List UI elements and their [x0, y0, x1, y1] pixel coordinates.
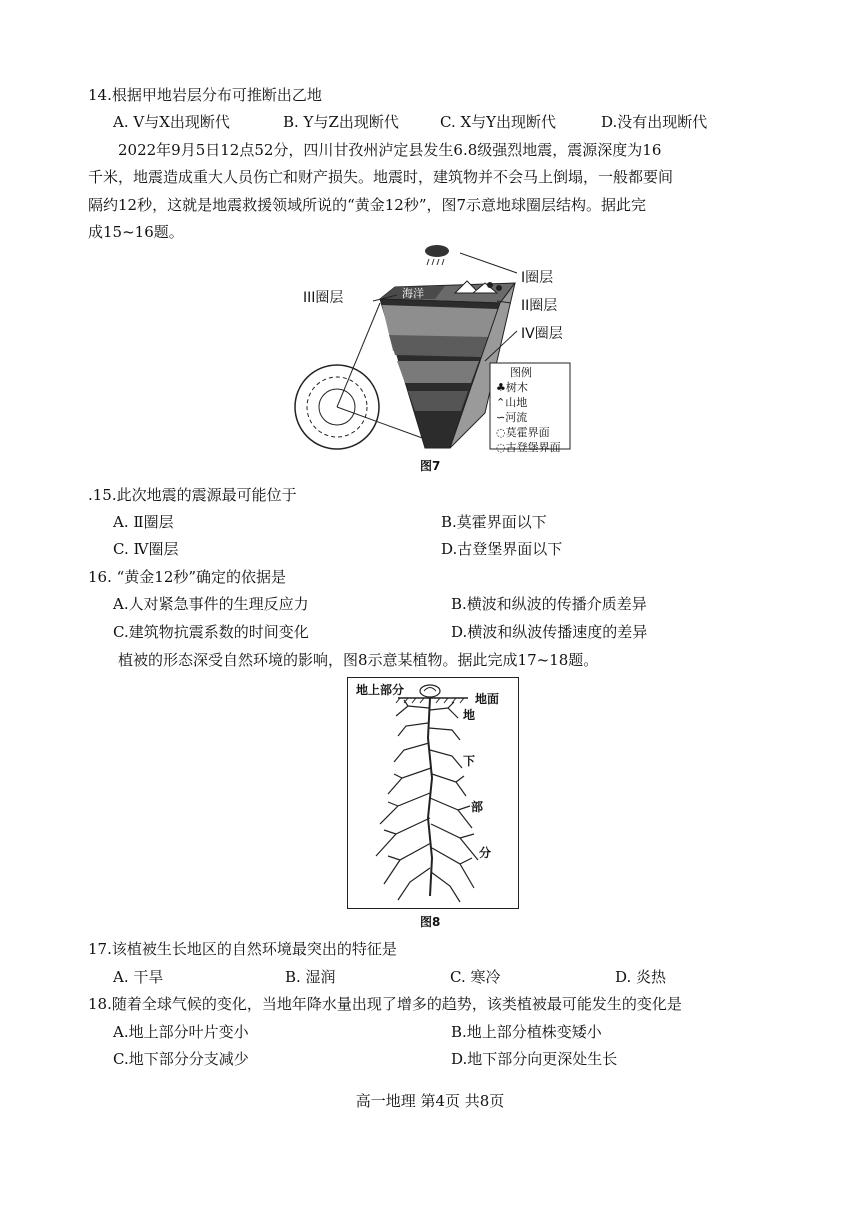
q14-option-c: C. X与Y出现断代	[440, 113, 557, 131]
legend-item-tree: ♣树木	[496, 381, 528, 394]
intro-15-line-4: 成15~16题。	[88, 223, 184, 241]
question-17-stem: 17.该植被生长地区的自然环境最突出的特征是	[88, 940, 397, 958]
question-14-stem: 14.根据甲地岩层分布可推断出乙地	[88, 86, 322, 104]
intro-17: 植被的形态深受自然环境的影响，图8示意某植物。据此完成17~18题。	[118, 651, 599, 669]
ocean-label: 海洋	[402, 287, 424, 300]
figure-7-earth-layers	[285, 243, 595, 454]
plant-root-diagram	[348, 678, 518, 908]
layer-1-label: I圈层	[521, 270, 554, 286]
q16-option-d: D.横波和纵波传播速度的差异	[451, 623, 648, 641]
q15-option-a: A. Ⅱ圈层	[113, 513, 174, 531]
mountain-icon: ⌃	[496, 396, 506, 409]
question-18-stem: 18.随着全球气候的变化，当地年降水量出现了增多的趋势，该类植被最可能发生的变化是	[88, 995, 682, 1013]
below-ground-label: 地 下 部 分	[463, 708, 492, 860]
q16-option-a: A.人对紧急事件的生理反应力	[113, 595, 309, 613]
q18-option-d: D.地下部分向更深处生长	[451, 1050, 618, 1068]
river-icon: ∽	[496, 411, 506, 424]
legend-title: 图例	[510, 366, 532, 379]
question-16-stem: 16. “黄金12秒”确定的依据是	[88, 568, 287, 586]
q17-option-c: C. 寒冷	[450, 968, 501, 986]
layer-4-label: IV圈层	[521, 326, 563, 342]
layer-3-label: III圈层	[303, 290, 344, 306]
above-ground-label: 地上部分	[356, 683, 405, 697]
q15-option-d: D.古登堡界面以下	[441, 540, 563, 558]
layer-2-label: II圈层	[521, 298, 558, 314]
legend-item-moho: ◌莫霍界面	[496, 426, 550, 439]
tree-icon: ♣	[496, 381, 506, 394]
moho-boundary-icon: ◌	[496, 426, 506, 439]
page-footer: 高一地理 第4页 共8页	[355, 1092, 505, 1110]
figure-7-caption: 图7	[420, 459, 441, 473]
figure-8-plant	[347, 677, 519, 909]
intro-15-line-3: 隔约12秒，这就是地震救援领域所说的“黄金12秒”，图7示意地球圈层结构。据此完	[88, 196, 647, 214]
q16-option-b: B.横波和纵波的传播介质差异	[451, 595, 647, 613]
q17-option-d: D. 炎热	[615, 968, 667, 986]
intro-15-line-2: 千米，地震造成重大人员伤亡和财产损失。地震时，建筑物并不会马上倒塌，一般都要间	[88, 168, 674, 186]
question-15-stem: .15.此次地震的震源最可能位于	[88, 486, 297, 504]
q18-option-c: C.地下部分分支减少	[113, 1050, 249, 1068]
legend-item-mountain: ⌃山地	[496, 396, 528, 409]
gutenberg-boundary-icon: ◌	[496, 441, 506, 454]
q17-option-a: A. 干旱	[113, 968, 164, 986]
q15-option-b: B.莫霍界面以下	[441, 513, 547, 531]
q18-option-a: A.地上部分叶片变小	[113, 1023, 249, 1041]
q14-option-a: A. V与X出现断代	[113, 113, 230, 131]
ground-label: 地面	[475, 692, 500, 706]
legend-item-gutenberg: ◌古登堡界面	[496, 441, 561, 454]
intro-15-line-1: 2022年9月5日12点52分，四川甘孜州泸定县发生6.8级强烈地震，震源深度为16	[118, 141, 662, 159]
q14-option-b: B. Y与Z出现断代	[283, 113, 399, 131]
q14-option-d: D.没有出现断代	[601, 113, 708, 131]
legend-item-river: ∽河流	[496, 411, 528, 424]
figure-7-legend	[496, 365, 561, 455]
figure-8-caption: 图8	[420, 915, 441, 929]
q18-option-b: B.地上部分植株变矮小	[451, 1023, 602, 1041]
q17-option-b: B. 湿润	[285, 968, 336, 986]
q16-option-c: C.建筑物抗震系数的时间变化	[113, 623, 309, 641]
q15-option-c: C. Ⅳ圈层	[113, 540, 179, 558]
